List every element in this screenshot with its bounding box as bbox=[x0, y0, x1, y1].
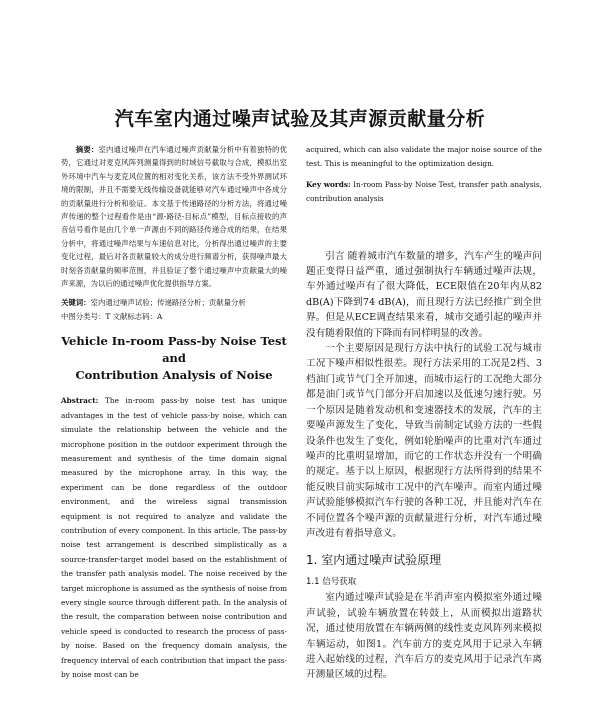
cn-abstract-label: 摘要： bbox=[75, 145, 99, 154]
subsection-1-1-heading: 1.1 信号获取 bbox=[306, 577, 357, 588]
subsection-1-1-text: 室内通过噪声试验是在半消声室内模拟室外通过噪声试验，试验车辆放置在转鼓上，从而模拟出道路状况，通过使用放置在车辆两侧的线性麦克风阵列来模拟车辆运动，如图1。汽车前方的麦克风用于记录入车辆进入起始线的过程，汽车后方的麦克风用于记录汽车离开测量区域的过程。 bbox=[306, 592, 542, 681]
en-abstract-continued: acquired, which can also validate the major noise source of the test. This is meaningful to the optimization design. bbox=[306, 145, 542, 169]
left-column bbox=[61, 143, 287, 682]
en-keywords-label: Key words: bbox=[306, 179, 351, 189]
intro-paragraph-1: 引言 随着城市汽车数量的增多，汽车产生的噪声问题正变得日益严重，通过强制执行车辆通过噪声法规，车外通过噪声有了很大降低，ECE限值在20年内从82 dB(A)下降到74 dB(A)，而且现行方法已经推广到全世界。但是从ECE调查结果来看，城市交通引起的噪声并没有随着限值的下降而有同样明显的改善。 bbox=[306, 250, 542, 339]
en-title-line1: Vehicle In-room Pass-by Noise Test and bbox=[61, 334, 287, 366]
right-column bbox=[306, 143, 542, 683]
cn-keywords-label: 关键词： bbox=[61, 298, 91, 308]
cn-classification: 中图分类号：T 文献标志码：A bbox=[61, 311, 163, 321]
intro-paragraph-2: 一个主要原因是现行方法中执行的试验工况与城市工况下噪声相似性很差。现行方法采用的工况是2档、3档油门或节气门全开加速，而城市运行的工况绝大部分都是油门或节气门部分开启加速以及低速匀速行驶。另一个原因是随着发动机和变速器技术的发展，汽车的主要噪声源发生了变化，导致当前制定试验方法的一些假设条件也发生了变化，例如轮胎噪声的比重对汽车通过噪声的比重明显增加，而它的工作状态并没有一个明确的规定。基于以上原因，根据现行方法所得到的结果不能反映目前实际城市工况中的汽车噪声。而室内通过噪声试验能够模拟汽车行驶的各种工况，并且能对汽车在不同位置各个噪声源的贡献量进行分析，对汽车通过噪声改进有着指导意义。 bbox=[306, 343, 542, 539]
paper-title: 汽车室内通过噪声试验及其声源贡献量分析 bbox=[114, 108, 486, 130]
en-abstract-text: The in-room pass-by noise test has unique advantages in the test of vehicle pass-by noise, which can simulate the relationship between the vehicle and the microphone position in the outdoor experiment through the measurement and synthesis of the time domain signal measured by the microphone array. In this way, the experiment can be done regardless of the outdoor environment, and the wireless signal transmission equipment is not required to analyze and validate the contribution of every component. In this article, The pass-by noise test arrangement is described simplistically as a source-transfer-target model based on the establishment of the transfer path analysis model. The noise received by the target microphone is assumed as the synthesis of noise from every single source through different path. In the analysis of the result, the comparation between noise contribution and vehicle speed is conducted to research the process of pass-by noise. Based on the frequency domain analysis, the frequency interval of each contribution that impact the pass-by noise most can be bbox=[61, 396, 287, 679]
cn-keywords-text: 室内通过噪声试验；传递路径分析；贡献量分析 bbox=[90, 298, 246, 308]
en-keywords bbox=[306, 178, 542, 207]
en-abstract-label: Abstract: bbox=[61, 396, 99, 406]
en-abstract bbox=[61, 394, 287, 682]
section-1-heading: 1. 室内通过噪声试验原理 bbox=[306, 553, 442, 568]
cn-abstract-text: 室内通过噪声在汽车通过噪声贡献量分析中有着独特的优势，它通过对麦克风阵列测量得到的时域信号截取与合成，模拟出室外环境中汽车与麦克风位置的相对变化关系，该方法不受外界测试环境的限制，并且不需要无线传输设备就能够对汽车通过噪声中各成分的贡献量进行分析和验证。本文基于传递路径的分析方法，将通过噪声传递的整个过程看作是由“源-路径-目标点”模型，目标点接收的声音信号看作是由几个单一声源由不同的路径传递合成的结果，在结果分析中，将通过噪声结果与车速信息对比，分析得出通过噪声的主要变化过程，最后对各贡献量较大的成分进行频谱分析，获得噪声最大时刻各贡献量的频率范围，并且验证了整个通过噪声中贡献量大的噪声来源，为以后的通过噪声优化提供指导方案。 bbox=[61, 145, 287, 289]
en-keywords-text: In-room Pass-by Noise Test, transfer path analysis, contribution analysis bbox=[306, 179, 542, 204]
cn-keywords bbox=[61, 296, 287, 309]
cn-abstract bbox=[61, 143, 287, 290]
en-title-line2: Contribution Analysis of Noise bbox=[75, 368, 273, 383]
